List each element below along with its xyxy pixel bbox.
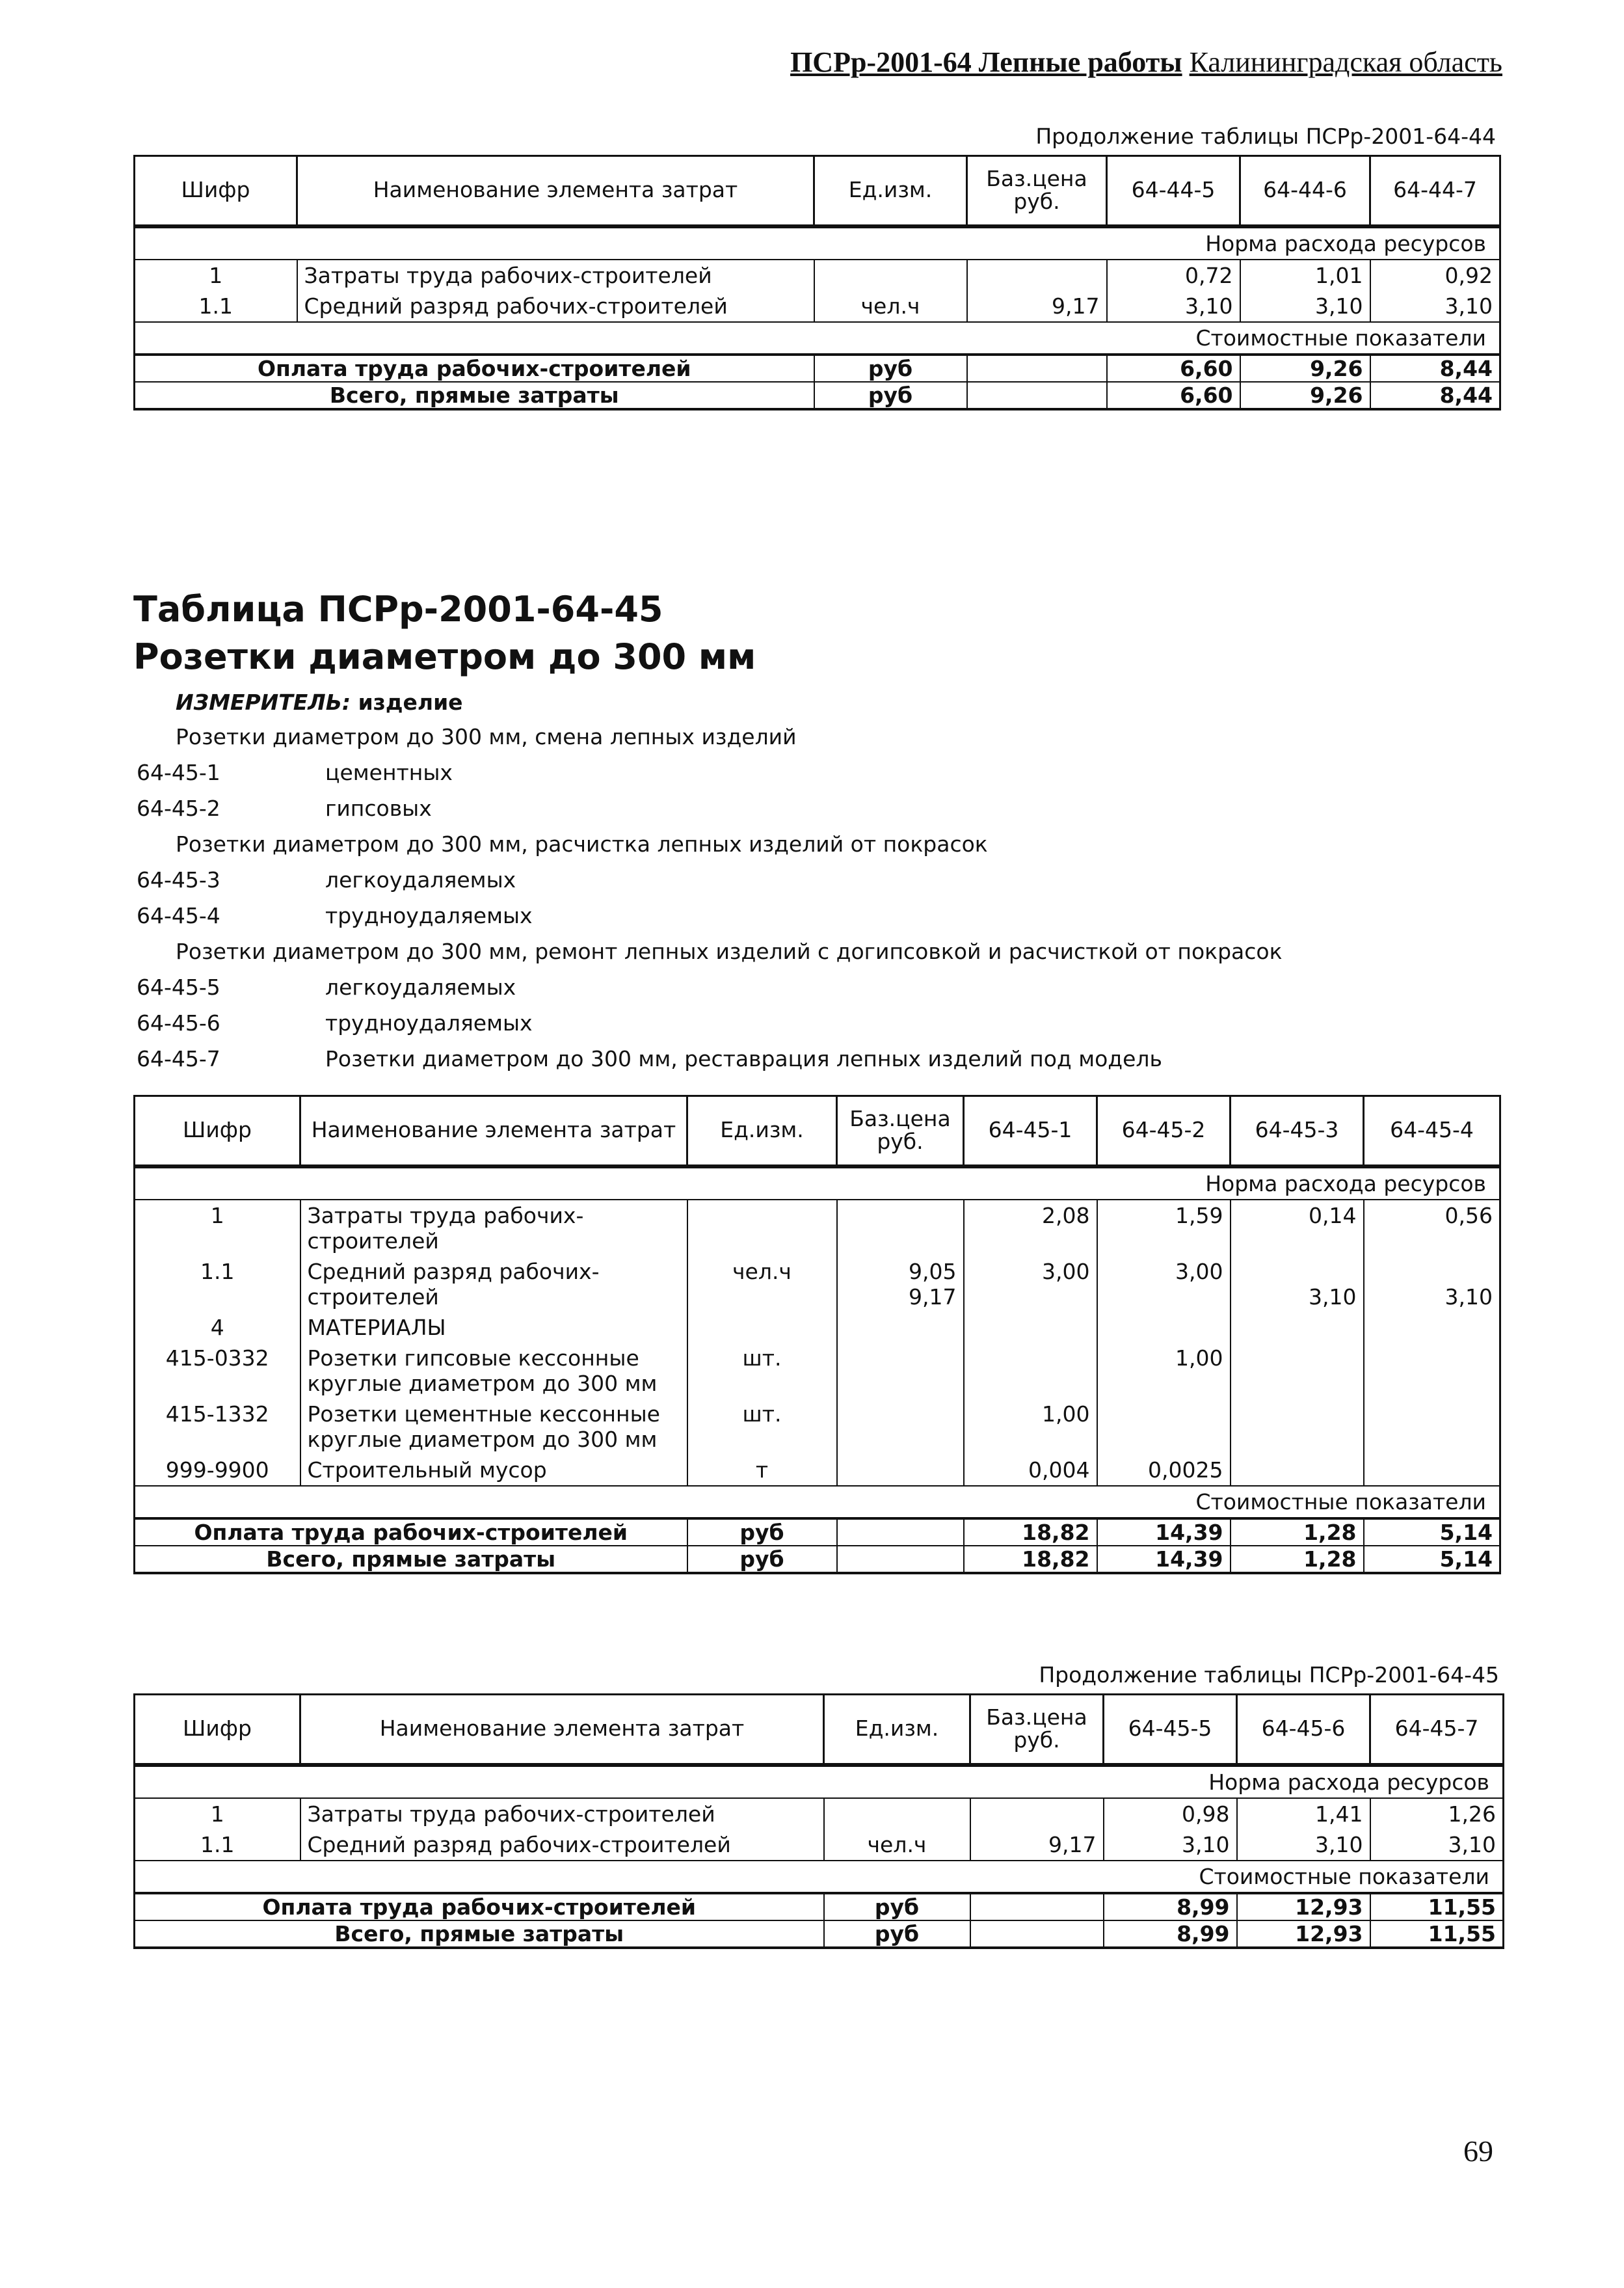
item-code: 64-45-7 (137, 1046, 220, 1071)
table-64-45-continued (133, 1693, 1504, 1949)
col-header: 64-45-6 (1237, 1695, 1370, 1765)
table1-caption: Продолжение таблицы ПСРр-2001-64-44 (1035, 124, 1496, 149)
table-row: 1 Затраты труда рабочих-строителей 0,72 1,01 0,92 (135, 260, 1500, 291)
description-line (176, 724, 797, 749)
item-code: 64-45-4 (137, 903, 220, 928)
section-cost: Стоимостные показатели (135, 1861, 1504, 1893)
col-header: 64-44-7 (1370, 156, 1500, 226)
item-text: легкоудаляемых (325, 975, 516, 1000)
col-header: 64-45-1 (964, 1096, 1097, 1166)
total-row: Всего, прямые затраты руб 18,82 14,39 1,28 5,14 (135, 1546, 1500, 1573)
col-header: Шифр (135, 1096, 300, 1166)
col-header: 64-44-5 (1107, 156, 1240, 226)
description-line (176, 939, 1283, 964)
header-region: Калининградская область (1189, 46, 1502, 78)
item-text: легкоудаляемых (325, 867, 516, 893)
col-header: Наименование элемента затрат (300, 1096, 687, 1166)
table-row: 415-1332 Розетки цементные кессонные круглые диаметром до 300 мм шт. 1,00 (135, 1399, 1500, 1455)
section-title: Таблица ПСРр-2001-64-45 (133, 589, 663, 630)
col-header: 64-45-4 (1364, 1096, 1500, 1166)
table-row: 4 МАТЕРИАЛЫ (135, 1312, 1500, 1343)
col-header: 64-44-6 (1240, 156, 1370, 226)
description-line (176, 831, 988, 857)
item-code: 64-45-1 (137, 760, 220, 785)
col-header: Баз.цена руб. (967, 156, 1107, 226)
total-row: Оплата труда рабочих-строителей руб 8,99 12,93 11,55 (135, 1893, 1504, 1920)
col-header: Шифр (135, 1695, 300, 1765)
table-64-44-continued (133, 155, 1501, 410)
col-header: 64-45-5 (1104, 1695, 1237, 1765)
section-norm: Норма расхода ресурсов (135, 226, 1500, 260)
total-row: Оплата труда рабочих-строителей руб 6,60 9,26 8,44 (135, 355, 1500, 382)
item-text: трудноудаляемых (325, 1010, 533, 1036)
col-header: 64-45-2 (1097, 1096, 1231, 1166)
table-row: 1.1 Средний разряд рабочих-строителей чел.ч 9,17 3,10 3,10 3,10 (135, 291, 1500, 322)
group-heading: Розетки диаметром до 300 мм, расчистка лепных изделий от покрасок (176, 831, 988, 857)
total-row: Всего, прямые затраты руб 6,60 9,26 8,44 (135, 382, 1500, 409)
table-row: 1.1 Средний разряд рабочих-строителей чел.ч 9,17 3,10 3,10 3,10 (135, 1829, 1504, 1861)
table-row: 1.1 Средний разряд рабочих-строителей чел.ч 9,05 3,00 3,00 (135, 1256, 1500, 1284)
page-number: 69 (1463, 2134, 1493, 2168)
item-text: Розетки диаметром до 300 мм, реставрация лепных изделий под модель (325, 1046, 1162, 1071)
table-row: 1 Затраты труда рабочих-строителей 0,98 1,41 1,26 (135, 1798, 1504, 1829)
section-subtitle: Розетки диаметром до 300 мм (133, 636, 756, 677)
col-header: Баз.цена руб. (970, 1695, 1104, 1765)
col-header: Ед.изм. (687, 1096, 837, 1166)
item-code: 64-45-2 (137, 796, 220, 821)
item-text: трудноудаляемых (325, 903, 533, 928)
item-code: 64-45-6 (137, 1010, 220, 1036)
item-code: 64-45-5 (137, 975, 220, 1000)
col-header: Ед.изм. (824, 1695, 970, 1765)
table-row: 415-0332 Розетки гипсовые кессонные круглые диаметром до 300 мм шт. 1,00 (135, 1343, 1500, 1399)
col-header: Шифр (135, 156, 297, 226)
table-row: 999-9900 Строительный мусор т 0,004 0,0025 (135, 1455, 1500, 1486)
col-header: Наименование элемента затрат (297, 156, 814, 226)
item-code: 64-45-3 (137, 867, 220, 893)
col-header: Ед.изм. (814, 156, 967, 226)
section-cost: Стоимостные показатели (135, 322, 1500, 355)
total-row: Всего, прямые затраты руб 8,99 12,93 11,55 (135, 1920, 1504, 1948)
meter-line (176, 690, 463, 715)
table-row: 9,17 3,10 3,10 (135, 1284, 1500, 1312)
col-header: 64-45-3 (1231, 1096, 1364, 1166)
meter-value: изделие (358, 690, 463, 715)
col-header: Наименование элемента затрат (300, 1695, 824, 1765)
item-text: цементных (325, 760, 453, 785)
col-header: 64-45-7 (1370, 1695, 1504, 1765)
meter-label: ИЗМЕРИТЕЛЬ: (176, 690, 351, 715)
table-row: 1 Затраты труда рабочих-строителей 2,08 1,59 0,14 0,56 (135, 1200, 1500, 1256)
item-text: гипсовых (325, 796, 432, 821)
table-64-45 (133, 1095, 1501, 1574)
group-heading: Розетки диаметром до 300 мм, ремонт лепных изделий с догипсовкой и расчисткой от покрасок (176, 939, 1283, 964)
table3-caption: Продолжение таблицы ПСРр-2001-64-45 (1039, 1662, 1499, 1688)
running-header (741, 46, 1502, 79)
header-title: ПСРр-2001-64 Лепные работы (790, 46, 1182, 78)
section-norm: Норма расхода ресурсов (135, 1166, 1500, 1200)
total-row: Оплата труда рабочих-строителей руб 18,82 14,39 1,28 5,14 (135, 1518, 1500, 1546)
col-header: Баз.цена руб. (837, 1096, 964, 1166)
section-norm: Норма расхода ресурсов (135, 1765, 1504, 1798)
section-cost: Стоимостные показатели (135, 1486, 1500, 1518)
group-heading: Розетки диаметром до 300 мм, смена лепных изделий (176, 724, 797, 749)
